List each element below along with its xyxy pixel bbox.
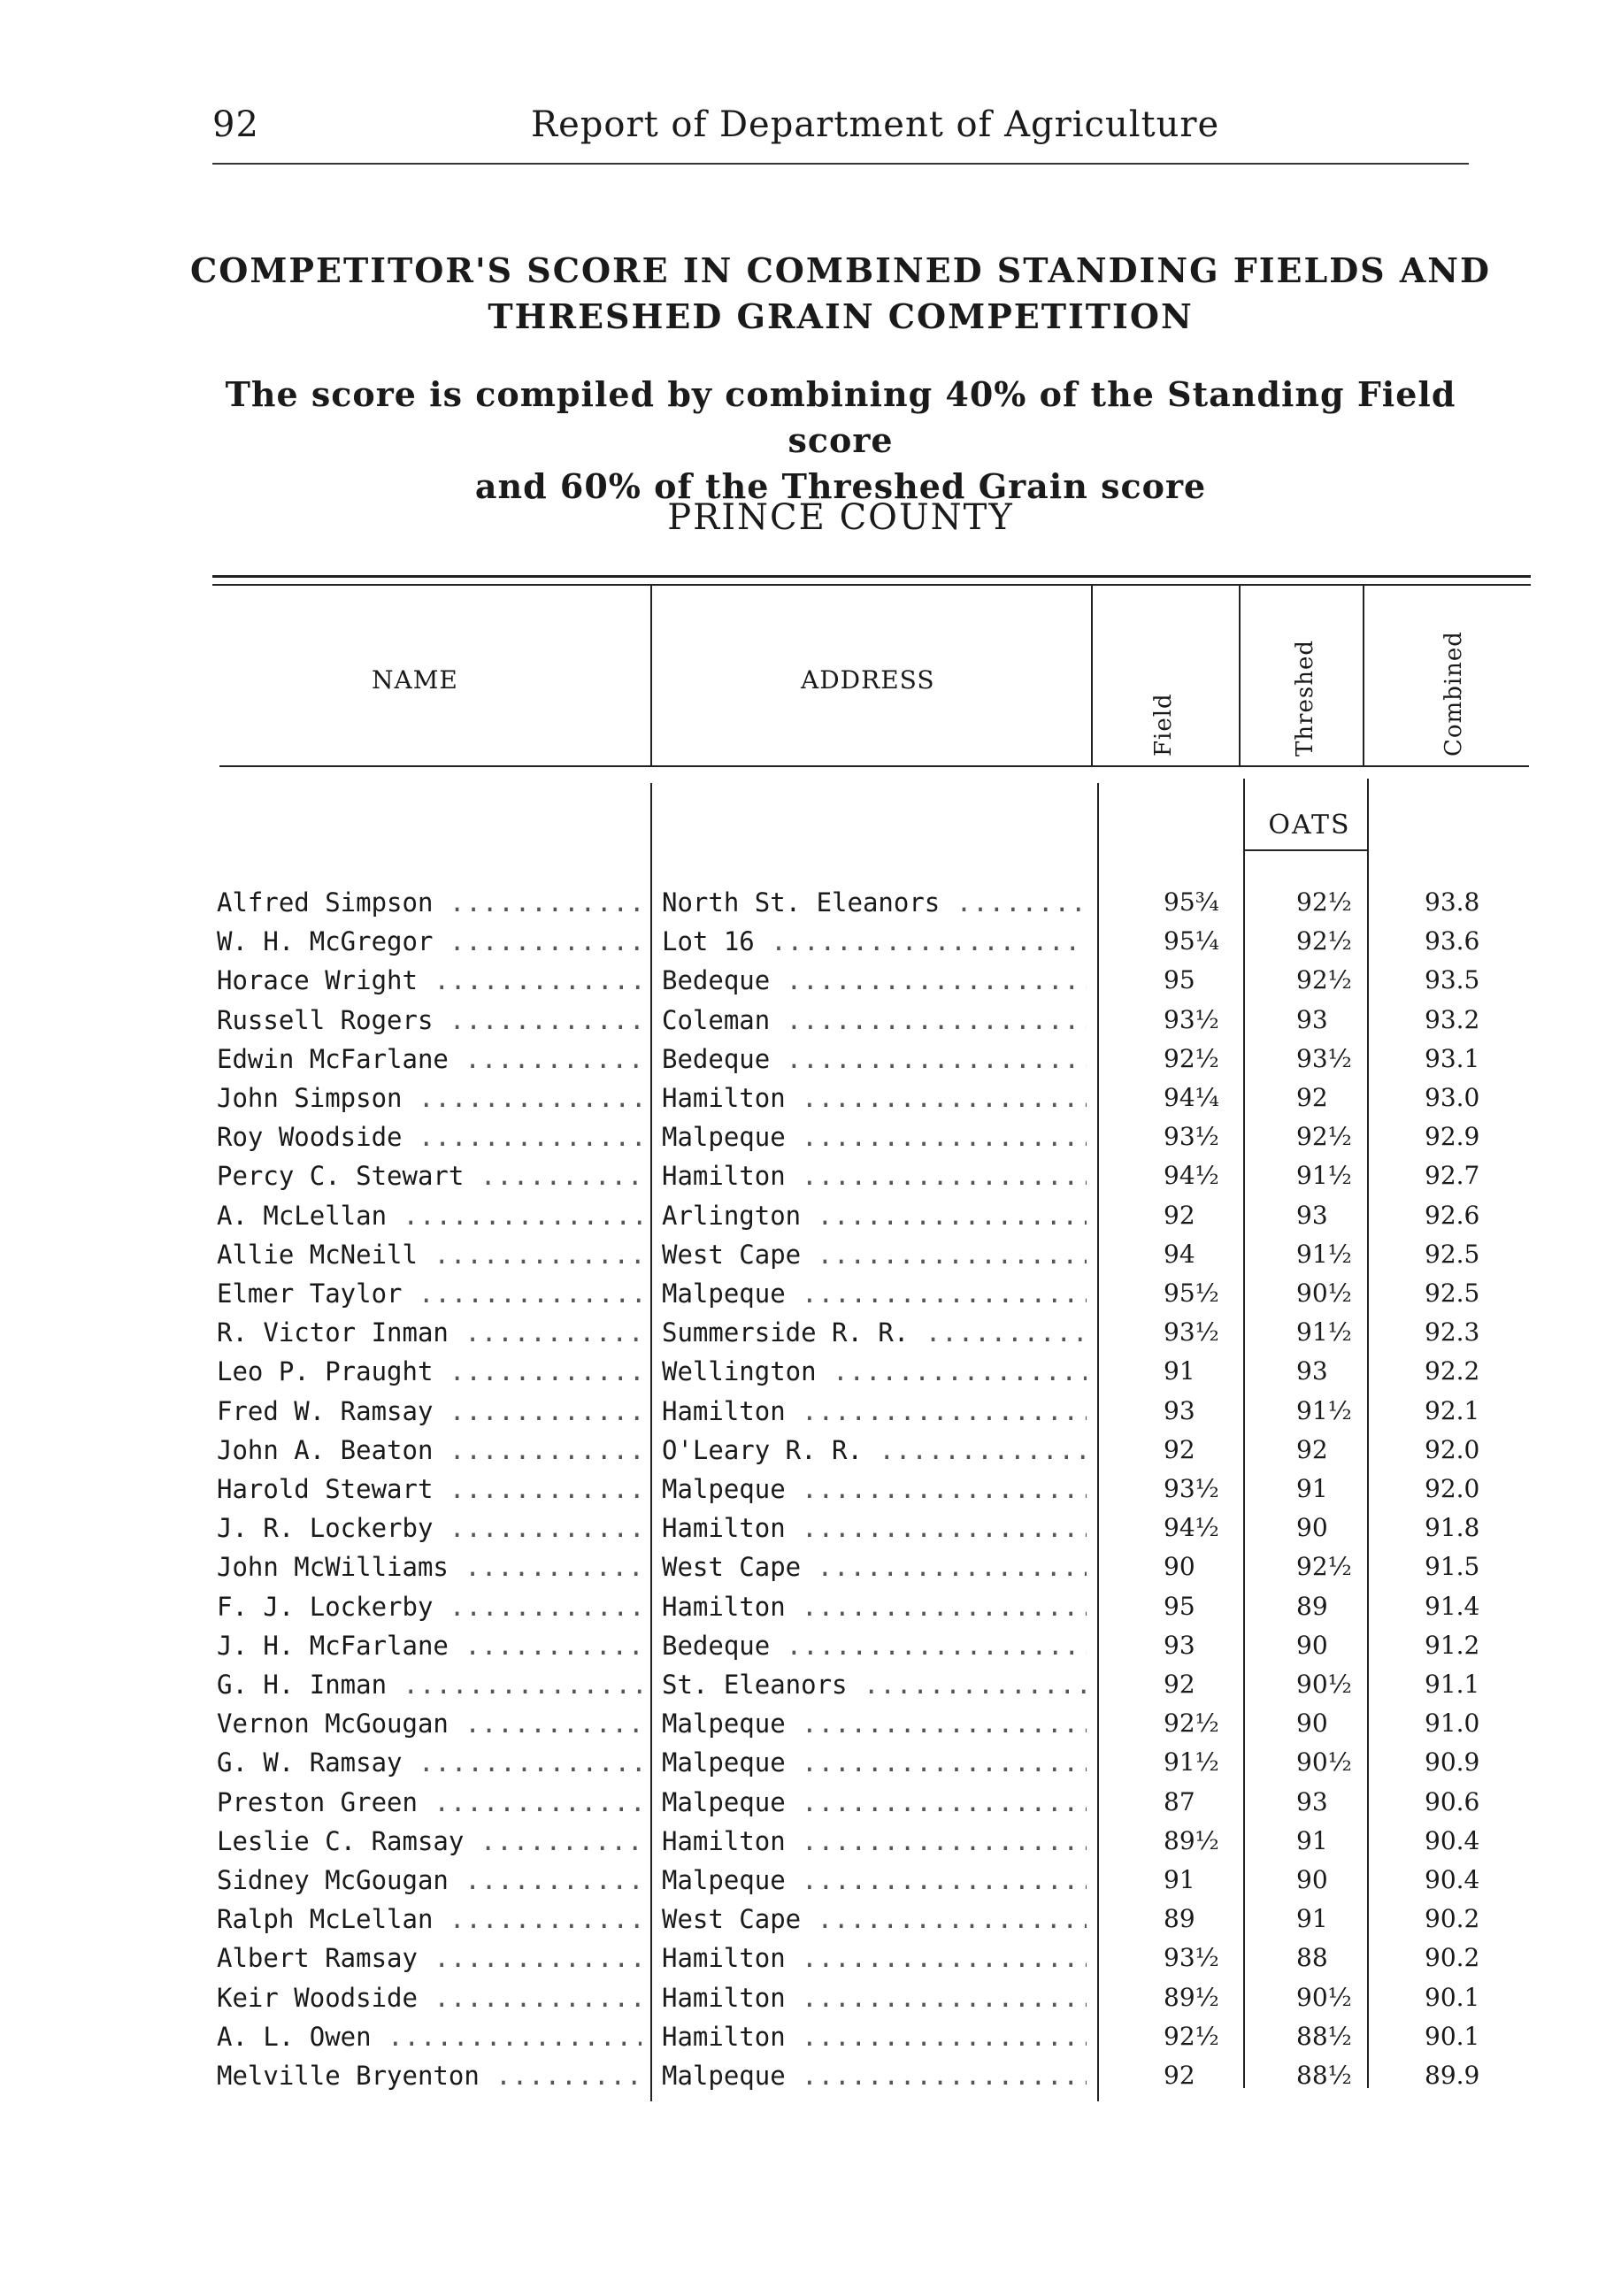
field-score-cell: 89½	[1164, 1982, 1219, 2012]
address-cell: Bedeque .....	[662, 965, 1087, 995]
address-cell: Hamilton .....	[662, 1943, 1087, 1973]
address-cell: North St. Eleanors .....	[662, 887, 1087, 918]
address-cell: Hamilton .....	[662, 1083, 1087, 1113]
threshed-score-cell: 93	[1296, 1200, 1328, 1230]
address-cell: Hamilton .....	[662, 1161, 1087, 1191]
threshed-score-cell: 93	[1296, 1786, 1328, 1816]
field-score-cell: 95	[1164, 965, 1195, 995]
threshed-score-cell: 90½	[1296, 1670, 1352, 1699]
name-cell: Sidney McGougan .....	[217, 1865, 642, 1895]
table-row	[0, 1474, 1598, 1513]
field-score-cell: 95½	[1164, 1279, 1219, 1308]
name-cell: Preston Green .....	[217, 1787, 642, 1817]
combined-score-cell: 90.1	[1425, 2021, 1480, 2051]
field-score-cell: 93½	[1164, 1943, 1219, 1973]
threshed-score-cell: 91½	[1296, 1239, 1352, 1269]
address-cell: Bedeque .....	[662, 1044, 1087, 1074]
name-cell: J. R. Lockerby .....	[217, 1513, 642, 1543]
threshed-score-cell: 91	[1296, 1825, 1328, 1855]
combined-score-cell: 91.4	[1425, 1591, 1480, 1621]
threshed-score-cell: 90½	[1296, 1747, 1352, 1778]
threshed-score-cell: 91½	[1296, 1161, 1352, 1191]
address-cell: Hamilton .....	[662, 1826, 1087, 1856]
field-score-cell: 91	[1164, 1865, 1195, 1894]
threshed-score-cell: 88½	[1296, 2021, 1352, 2051]
combined-score-cell: 92.3	[1425, 1317, 1480, 1348]
table-row	[0, 1943, 1598, 1982]
field-score-cell: 92	[1164, 1434, 1195, 1464]
field-score-cell: 89	[1164, 1904, 1195, 1934]
threshed-score-cell: 88	[1296, 1943, 1328, 1973]
name-cell: Russell Rogers .....	[217, 1005, 642, 1035]
field-score-cell: 93½	[1164, 1122, 1219, 1152]
table-row	[0, 1709, 1598, 1747]
combined-score-cell: 91.5	[1425, 1552, 1480, 1582]
table-row	[0, 1631, 1598, 1670]
table-row	[0, 965, 1598, 1004]
combined-score-cell: 89.9	[1425, 2061, 1480, 2090]
name-cell: Ralph McLellan .....	[217, 1904, 642, 1934]
subtitle	[177, 372, 1504, 510]
threshed-score-cell: 90	[1296, 1865, 1328, 1894]
column-header-name: NAME	[372, 665, 458, 695]
table-row	[0, 1240, 1598, 1279]
threshed-score-cell: 93	[1296, 1356, 1328, 1386]
address-cell: Hamilton .....	[662, 2022, 1087, 2052]
name-cell: Alfred Simpson .....	[217, 887, 642, 918]
table-top-rule	[212, 575, 1531, 578]
table-row	[0, 1005, 1598, 1044]
subtitle-line-1: The score is compiled by combining 40% of the Standing Field score	[225, 374, 1456, 460]
address-cell: West Cape .....	[662, 1552, 1087, 1582]
name-cell: Harold Stewart .....	[217, 1474, 642, 1504]
combined-score-cell: 93.8	[1425, 887, 1480, 917]
table-row	[0, 1161, 1598, 1200]
running-head	[212, 104, 1469, 157]
field-score-cell: 93½	[1164, 1317, 1219, 1348]
name-cell: Horace Wright .....	[217, 965, 642, 995]
field-score-cell: 92	[1164, 1200, 1195, 1230]
table-row	[0, 1201, 1598, 1240]
combined-score-cell: 90.2	[1425, 1904, 1480, 1934]
combined-score-cell: 93.0	[1425, 1083, 1480, 1112]
address-cell: Hamilton .....	[662, 1513, 1087, 1543]
table-row	[0, 2061, 1598, 2100]
name-cell: Fred W. Ramsay .....	[217, 1396, 642, 1426]
name-cell: John A. Beaton .....	[217, 1435, 642, 1465]
address-cell: Malpeque .....	[662, 1122, 1087, 1152]
name-cell: W. H. McGregor .....	[217, 926, 642, 956]
table-row	[0, 1122, 1598, 1161]
name-cell: Roy Woodside .....	[217, 1122, 642, 1152]
title-line-2: THRESHED GRAIN COMPETITION	[488, 296, 1194, 336]
name-cell: Edwin McFarlane .....	[217, 1044, 642, 1074]
combined-score-cell: 92.7	[1425, 1161, 1480, 1191]
address-cell: Malpeque .....	[662, 1747, 1087, 1778]
address-cell: West Cape .....	[662, 1904, 1087, 1934]
threshed-score-cell: 92½	[1296, 926, 1352, 956]
column-divider	[650, 586, 652, 765]
combined-score-cell: 91.1	[1425, 1670, 1480, 1699]
table-row	[0, 1396, 1598, 1435]
address-cell: Malpeque .....	[662, 1865, 1087, 1895]
name-cell: G. W. Ramsay .....	[217, 1747, 642, 1778]
running-title: Report of Department of Agriculture	[531, 104, 1220, 145]
combined-score-cell: 92.5	[1425, 1239, 1480, 1269]
address-cell: Malpeque .....	[662, 1787, 1087, 1817]
combined-score-cell: 93.5	[1425, 965, 1480, 995]
combined-score-cell: 91.0	[1425, 1709, 1480, 1739]
address-cell: Hamilton .....	[662, 1592, 1087, 1622]
field-score-cell: 94	[1164, 1239, 1195, 1269]
table-row	[0, 1435, 1598, 1474]
threshed-score-cell: 92½	[1296, 1552, 1352, 1582]
column-divider	[1363, 586, 1364, 765]
threshed-score-cell: 90	[1296, 1630, 1328, 1660]
name-cell: G. H. Inman .....	[217, 1670, 642, 1700]
combined-score-cell: 92.1	[1425, 1395, 1480, 1425]
page-number: 92	[212, 104, 259, 145]
address-cell: Malpeque .....	[662, 1474, 1087, 1504]
address-cell: O'Leary R. R. .....	[662, 1435, 1087, 1465]
combined-score-cell: 90.4	[1425, 1865, 1480, 1894]
combined-score-cell: 90.4	[1425, 1825, 1480, 1855]
field-score-cell: 90	[1164, 1552, 1195, 1582]
threshed-score-cell: 92½	[1296, 887, 1352, 917]
name-cell: R. Victor Inman .....	[217, 1317, 642, 1348]
combined-score-cell: 91.8	[1425, 1513, 1480, 1543]
page-title	[177, 248, 1504, 340]
field-score-cell: 92½	[1164, 2021, 1219, 2051]
name-cell: John Simpson .....	[217, 1083, 642, 1113]
combined-score-cell: 92.0	[1425, 1434, 1480, 1464]
title-line-1: COMPETITOR'S SCORE IN COMBINED STANDING FIELDS AND	[190, 250, 1491, 290]
field-score-cell: 93½	[1164, 1474, 1219, 1503]
table-row	[0, 1513, 1598, 1552]
address-cell: Lot 16 .....	[662, 926, 1087, 956]
combined-score-cell: 93.2	[1425, 1004, 1480, 1034]
table-row	[0, 1904, 1598, 1943]
combined-score-cell: 90.6	[1425, 1786, 1480, 1816]
field-score-cell: 93	[1164, 1630, 1195, 1660]
name-cell: J. H. McFarlane .....	[217, 1631, 642, 1661]
name-cell: Vernon McGougan .....	[217, 1709, 642, 1739]
table-top-rule-2	[212, 584, 1531, 586]
threshed-score-cell: 90	[1296, 1709, 1328, 1739]
threshed-score-cell: 90	[1296, 1513, 1328, 1543]
county-heading: PRINCE COUNTY	[667, 497, 1014, 538]
combined-score-cell: 90.1	[1425, 1982, 1480, 2012]
field-score-cell: 94¼	[1164, 1083, 1219, 1112]
field-score-cell: 95¾	[1164, 887, 1219, 917]
field-score-cell: 94½	[1164, 1513, 1219, 1543]
table-row	[0, 1356, 1598, 1395]
table-row	[0, 1983, 1598, 2022]
header-bottom-rule	[219, 765, 1529, 767]
combined-score-cell: 93.6	[1425, 926, 1480, 956]
address-cell: Malpeque .....	[662, 2061, 1087, 2091]
section-label-oats: OATS	[1268, 810, 1351, 841]
table-row	[0, 1826, 1598, 1865]
threshed-score-cell: 92	[1296, 1434, 1328, 1464]
column-header-combined: Combined	[1441, 631, 1467, 756]
field-score-cell: 93½	[1164, 1004, 1219, 1034]
table-row	[0, 1044, 1598, 1083]
threshed-score-cell: 91	[1296, 1904, 1328, 1934]
name-cell: F. J. Lockerby .....	[217, 1592, 642, 1622]
threshed-score-cell: 92½	[1296, 965, 1352, 995]
threshed-score-cell: 88½	[1296, 2061, 1352, 2090]
name-cell: John McWilliams .....	[217, 1552, 642, 1582]
table-row	[0, 1083, 1598, 1122]
field-score-cell: 95	[1164, 1591, 1195, 1621]
threshed-score-cell: 93½	[1296, 1043, 1352, 1073]
address-cell: Hamilton .....	[662, 1396, 1087, 1426]
table-row	[0, 1747, 1598, 1786]
field-score-cell: 93	[1164, 1395, 1195, 1425]
field-score-cell: 92	[1164, 1670, 1195, 1699]
table-row	[0, 2022, 1598, 2061]
field-score-cell: 92½	[1164, 1709, 1219, 1739]
table-row	[0, 1279, 1598, 1317]
field-score-cell: 92	[1164, 2061, 1195, 2090]
threshed-score-cell: 89	[1296, 1591, 1328, 1621]
threshed-score-cell: 93	[1296, 1004, 1328, 1034]
table-row	[0, 1552, 1598, 1591]
name-cell: Melville Bryenton .....	[217, 2061, 642, 2091]
combined-score-cell: 92.2	[1425, 1356, 1480, 1386]
name-cell: Albert Ramsay .....	[217, 1943, 642, 1973]
address-cell: Arlington .....	[662, 1201, 1087, 1231]
name-cell: Leo P. Praught .....	[217, 1356, 642, 1386]
table-row	[0, 1592, 1598, 1631]
address-cell: Bedeque .....	[662, 1631, 1087, 1661]
address-cell: West Cape .....	[662, 1240, 1087, 1270]
field-score-cell: 92½	[1164, 1043, 1219, 1073]
oats-underline	[1243, 849, 1367, 851]
combined-score-cell: 90.2	[1425, 1943, 1480, 1973]
field-score-cell: 91½	[1164, 1747, 1219, 1778]
field-score-cell: 94½	[1164, 1161, 1219, 1191]
threshed-score-cell: 90½	[1296, 1982, 1352, 2012]
threshed-score-cell: 91½	[1296, 1317, 1352, 1348]
address-cell: Coleman .....	[662, 1005, 1087, 1035]
address-cell: Wellington .....	[662, 1356, 1087, 1386]
address-cell: Hamilton .....	[662, 1983, 1087, 2013]
combined-score-cell: 93.1	[1425, 1043, 1480, 1073]
column-header-field: Field	[1150, 693, 1177, 756]
table-row	[0, 1317, 1598, 1356]
threshed-score-cell: 92½	[1296, 1122, 1352, 1152]
subtitle-line-2: and 60% of the Threshed Grain score	[474, 466, 1207, 506]
name-cell: A. McLellan .....	[217, 1201, 642, 1231]
table-row	[0, 926, 1598, 965]
column-divider	[1239, 586, 1241, 765]
combined-score-cell: 91.2	[1425, 1630, 1480, 1660]
table-row	[0, 1787, 1598, 1826]
combined-score-cell: 92.5	[1425, 1279, 1480, 1308]
name-cell: A. L. Owen .....	[217, 2022, 642, 2052]
field-score-cell: 91	[1164, 1356, 1195, 1386]
name-cell: Allie McNeill .....	[217, 1240, 642, 1270]
table-row	[0, 887, 1598, 926]
field-score-cell: 87	[1164, 1786, 1195, 1816]
table-row	[0, 1670, 1598, 1709]
column-header-address: ADDRESS	[801, 665, 935, 695]
address-cell: Malpeque .....	[662, 1709, 1087, 1739]
threshed-score-cell: 91	[1296, 1474, 1328, 1503]
combined-score-cell: 92.0	[1425, 1474, 1480, 1503]
threshed-score-cell: 90½	[1296, 1279, 1352, 1308]
name-cell: Percy C. Stewart .....	[217, 1161, 642, 1191]
threshed-score-cell: 92	[1296, 1083, 1328, 1112]
column-divider	[1091, 586, 1093, 765]
name-cell: Elmer Taylor .....	[217, 1279, 642, 1309]
address-cell: Summerside R. R. .....	[662, 1317, 1087, 1348]
threshed-score-cell: 91½	[1296, 1395, 1352, 1425]
name-cell: Leslie C. Ramsay .....	[217, 1826, 642, 1856]
table-row	[0, 1865, 1598, 1904]
combined-score-cell: 92.9	[1425, 1122, 1480, 1152]
address-cell: Malpeque .....	[662, 1279, 1087, 1309]
field-score-cell: 89½	[1164, 1825, 1219, 1855]
address-cell: St. Eleanors .....	[662, 1670, 1087, 1700]
field-score-cell: 95¼	[1164, 926, 1219, 956]
combined-score-cell: 90.9	[1425, 1747, 1480, 1778]
column-header-threshed: Threshed	[1292, 639, 1318, 756]
header-rule	[212, 163, 1469, 165]
combined-score-cell: 92.6	[1425, 1200, 1480, 1230]
name-cell: Keir Woodside .....	[217, 1983, 642, 2013]
